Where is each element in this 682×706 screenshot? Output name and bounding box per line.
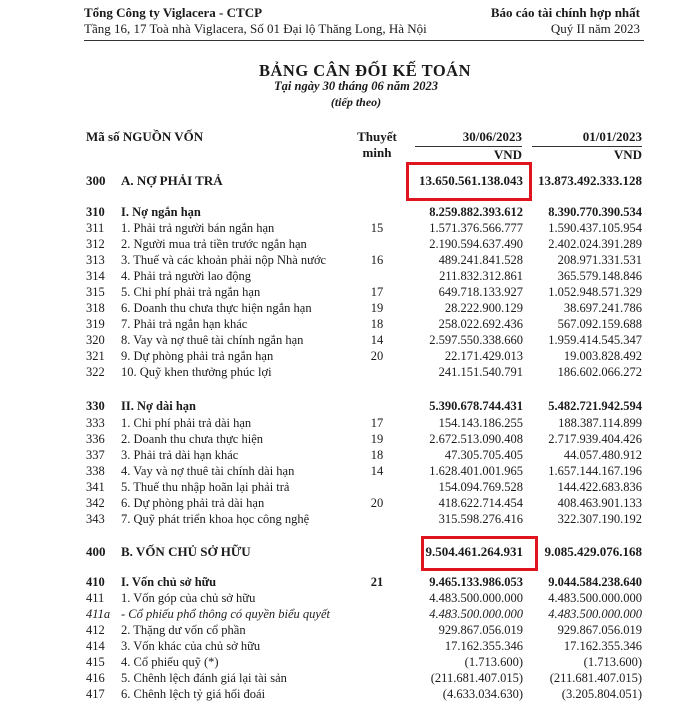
table-row — [0, 463, 682, 480]
row-code: 341 — [86, 480, 105, 494]
row-value-previous: 2.717.939.404.426 — [548, 432, 642, 446]
row-value-previous: 1.959.414.545.347 — [548, 333, 642, 347]
row-value-current: 4.483.500.000.000 — [429, 607, 523, 621]
table-row — [0, 590, 682, 607]
row-label: 2. Người mua trả tiền trước ngắn hạn — [121, 237, 307, 251]
row-code: 318 — [86, 301, 105, 315]
row-note: 16 — [370, 253, 384, 267]
row-value-current: 9.504.461.264.931 — [425, 544, 523, 559]
table-row — [0, 252, 682, 269]
row-value-previous: 1.590.437.105.954 — [548, 221, 642, 235]
row-value-current: 1.571.376.566.777 — [429, 221, 523, 235]
header-divider — [84, 40, 644, 41]
row-label: 3. Vốn khác của chủ sở hữu — [121, 639, 261, 653]
row-code: 337 — [86, 448, 105, 462]
company-name: Tổng Công ty Viglacera - CTCP — [84, 5, 263, 20]
row-label: 5. Thuế thu nhập hoãn lại phải trả — [121, 480, 290, 494]
row-value-previous: (3.205.804.051) — [561, 687, 642, 701]
row-note: 17 — [370, 285, 384, 299]
highlight-box-equity — [421, 536, 538, 571]
row-code: 311 — [86, 221, 105, 235]
report-header-right — [491, 5, 640, 37]
row-value-current: 489.241.841.528 — [438, 253, 523, 267]
row-label: 1. Vốn góp của chủ sở hữu — [121, 591, 256, 605]
table-row — [0, 398, 682, 415]
row-value-current: 22.171.429.013 — [444, 349, 523, 363]
row-value-current: 9.465.133.986.053 — [429, 575, 523, 589]
table-row — [0, 348, 682, 365]
row-value-current: 241.151.540.791 — [438, 365, 523, 379]
row-label: 9. Dự phòng phải trả ngắn hạn — [121, 349, 274, 363]
table-row — [0, 574, 682, 591]
report-period: Quý II năm 2023 — [550, 21, 640, 36]
table-row — [0, 300, 682, 317]
row-code: 336 — [86, 432, 105, 446]
row-value-previous: 4.483.500.000.000 — [548, 591, 642, 605]
row-value-current: 2.597.550.338.660 — [429, 333, 523, 347]
row-value-previous: 38.697.241.786 — [563, 301, 642, 315]
row-value-previous: 8.390.770.390.534 — [548, 205, 642, 219]
row-value-previous: 1.657.144.167.196 — [548, 464, 642, 478]
row-value-current: 418.622.714.454 — [438, 496, 523, 510]
row-value-previous: 322.307.190.192 — [557, 512, 642, 526]
row-value-current: 211.832.312.861 — [439, 269, 523, 283]
row-code: 343 — [86, 512, 105, 526]
row-value-current: 8.259.882.393.612 — [429, 205, 523, 219]
row-value-previous: 17.162.355.346 — [563, 639, 642, 653]
row-value-current: (1.713.600) — [464, 655, 523, 669]
row-code: 330 — [86, 399, 105, 413]
row-value-previous: 208.971.331.531 — [557, 253, 642, 267]
row-value-current: 28.222.900.129 — [444, 301, 523, 315]
row-label: 8. Vay và nợ thuê tài chính ngắn hạn — [121, 333, 304, 347]
table-row — [0, 431, 682, 448]
table-row — [0, 479, 682, 496]
row-code: 315 — [86, 285, 105, 299]
row-value-previous: 44.057.480.912 — [563, 448, 642, 462]
row-value-previous: 2.402.024.391.289 — [548, 237, 642, 251]
row-code: 319 — [86, 317, 105, 331]
row-label: 6. Doanh thu chưa thực hiện ngắn hạn — [121, 301, 312, 315]
row-label: 10. Quỹ khen thưởng phúc lợi — [121, 365, 272, 379]
page-subtitle-continued: (tiếp theo) — [330, 95, 382, 109]
table-row — [0, 606, 682, 623]
row-note: 17 — [370, 416, 384, 430]
row-value-current: 258.022.692.436 — [438, 317, 523, 331]
row-label: 6. Chênh lệch tỷ giá hối đoái — [121, 687, 266, 701]
column-header-currency1: VND — [493, 147, 522, 162]
row-label: 3. Thuế và các khoản phải nộp Nhà nước — [121, 253, 327, 267]
row-note: 14 — [370, 333, 384, 347]
table-row — [0, 670, 682, 687]
row-label: I. Vốn chủ sở hữu — [121, 575, 217, 589]
row-label: 1. Phải trả người bán ngắn hạn — [121, 221, 275, 235]
row-label: - Cổ phiếu phổ thông có quyền biểu quyết — [121, 607, 330, 621]
column-header-note-line2: minh — [362, 145, 392, 160]
table-row — [0, 236, 682, 253]
report-type: Báo cáo tài chính hợp nhất — [490, 5, 640, 20]
row-label: A. NỢ PHẢI TRẢ — [121, 173, 223, 188]
row-value-previous: 13.873.492.333.128 — [538, 173, 642, 188]
row-code: 411a — [86, 607, 111, 621]
row-value-current: 2.190.594.637.490 — [429, 237, 523, 251]
row-code: 414 — [86, 639, 105, 653]
column-header-period1: 30/06/2023 — [462, 129, 522, 144]
row-code: 342 — [86, 496, 105, 510]
row-code: 338 — [86, 464, 105, 478]
row-note: 21 — [370, 575, 384, 589]
row-code: 400 — [86, 544, 106, 559]
row-code: 300 — [86, 173, 106, 188]
row-label: I. Nợ ngắn hạn — [121, 205, 201, 219]
row-value-previous: 408.463.901.133 — [557, 496, 642, 510]
row-code: 412 — [86, 623, 105, 637]
table-row — [0, 316, 682, 333]
row-code: 312 — [86, 237, 105, 251]
row-value-previous: 19.003.828.492 — [563, 349, 642, 363]
table-row — [0, 447, 682, 464]
row-value-current: 929.867.056.019 — [438, 623, 523, 637]
row-code: 320 — [86, 333, 105, 347]
highlight-box-liabilities — [406, 162, 532, 201]
page-subtitle-date: Tại ngày 30 tháng 06 năm 2023 — [274, 79, 438, 93]
row-value-previous: 929.867.056.019 — [557, 623, 642, 637]
row-value-previous: 567.092.159.688 — [557, 317, 642, 331]
row-value-current: 13.650.561.138.043 — [419, 173, 523, 188]
row-label: 7. Phải trả ngắn hạn khác — [121, 317, 248, 331]
row-note: 20 — [370, 349, 384, 363]
table-row — [0, 364, 682, 381]
table-row — [0, 495, 682, 512]
row-value-current: 154.094.769.528 — [438, 480, 523, 494]
row-value-previous: 9.085.429.076.168 — [544, 544, 642, 559]
row-value-previous: 188.387.114.899 — [558, 416, 642, 430]
row-label: 2. Thặng dư vốn cổ phần — [121, 623, 246, 637]
row-label: 2. Doanh thu chưa thực hiện — [121, 432, 263, 446]
column-header-note: Thuyết — [357, 129, 397, 144]
row-value-current: 4.483.500.000.000 — [429, 591, 523, 605]
row-code: 314 — [86, 269, 105, 283]
row-code: 411 — [86, 591, 105, 605]
row-label: 6. Dự phòng phải trả dài hạn — [121, 496, 265, 510]
row-label: B. VỐN CHỦ SỞ HỮU — [121, 544, 251, 559]
table-row — [0, 284, 682, 301]
row-note: 15 — [370, 221, 384, 235]
row-code: 322 — [86, 365, 105, 379]
row-value-current: (4.633.034.630) — [442, 687, 523, 701]
row-code: 310 — [86, 205, 105, 219]
table-row — [0, 543, 682, 560]
column-header-code-source: Mã số NGUỒN VỐN — [86, 129, 204, 144]
row-code: 417 — [86, 687, 105, 701]
row-code: 333 — [86, 416, 105, 430]
table-row — [0, 511, 682, 528]
row-value-previous: 4.483.500.000.000 — [548, 607, 642, 621]
row-note: 20 — [370, 496, 384, 510]
table-row — [0, 172, 682, 189]
row-value-current: 649.718.133.927 — [438, 285, 523, 299]
company-address: Tầng 16, 17 Toà nhà Viglacera, Số 01 Đại lộ Thăng Long, Hà Nội — [84, 21, 427, 36]
row-note: 14 — [370, 464, 384, 478]
table-row — [0, 204, 682, 221]
row-value-previous: 1.052.948.571.329 — [548, 285, 642, 299]
row-value-current: 154.143.186.255 — [438, 416, 523, 430]
row-code: 415 — [86, 655, 105, 669]
column-header-currency2: VND — [613, 147, 642, 162]
row-code: 321 — [86, 349, 105, 363]
row-value-previous: 365.579.148.846 — [557, 269, 642, 283]
row-note: 18 — [370, 317, 384, 331]
row-value-current: 5.390.678.744.431 — [429, 399, 523, 413]
row-value-previous: 186.602.066.272 — [557, 365, 642, 379]
row-label: 3. Phải trả dài hạn khác — [121, 448, 239, 462]
row-value-previous: 5.482.721.942.594 — [548, 399, 642, 413]
row-label: 4. Phải trả người lao động — [121, 269, 252, 283]
table-row — [0, 415, 682, 432]
page-title: BẢNG CÂN ĐỐI KẾ TOÁN — [258, 61, 471, 80]
row-label: 5. Chi phí phải trả ngắn hạn — [121, 285, 261, 299]
row-label: 1. Chi phí phải trả dài hạn — [121, 416, 252, 430]
table-row — [0, 686, 682, 703]
table-row — [0, 220, 682, 237]
row-value-current: 1.628.401.001.965 — [429, 464, 523, 478]
row-value-previous: 144.422.683.836 — [557, 480, 642, 494]
table-row — [0, 622, 682, 639]
row-note: 18 — [370, 448, 384, 462]
row-value-previous: (1.713.600) — [583, 655, 642, 669]
row-label: II. Nợ dài hạn — [121, 399, 197, 413]
table-row — [0, 332, 682, 349]
row-label: 4. Cổ phiếu quỹ (*) — [121, 655, 219, 669]
row-value-previous: (211.681.407.015) — [549, 671, 642, 685]
row-value-current: 2.672.513.090.408 — [429, 432, 523, 446]
row-label: 5. Chênh lệch đánh giá lại tài sản — [121, 671, 287, 685]
row-label: 4. Vay và nợ thuê tài chính dài hạn — [121, 464, 295, 478]
table-row — [0, 654, 682, 671]
row-code: 416 — [86, 671, 105, 685]
row-value-current: 315.598.276.416 — [438, 512, 523, 526]
column-header-period2: 01/01/2023 — [582, 129, 642, 144]
row-value-current: 47.305.705.405 — [444, 448, 523, 462]
row-label: 7. Quỹ phát triển khoa học công nghệ — [121, 512, 310, 526]
row-code: 313 — [86, 253, 105, 267]
row-value-current: 17.162.355.346 — [444, 639, 523, 653]
table-row — [0, 638, 682, 655]
row-value-current: (211.681.407.015) — [430, 671, 523, 685]
report-header-left — [84, 5, 427, 37]
row-code: 410 — [86, 575, 105, 589]
table-row — [0, 268, 682, 285]
row-note: 19 — [370, 432, 384, 446]
row-value-previous: 9.044.584.238.640 — [548, 575, 642, 589]
row-note: 19 — [370, 301, 384, 315]
